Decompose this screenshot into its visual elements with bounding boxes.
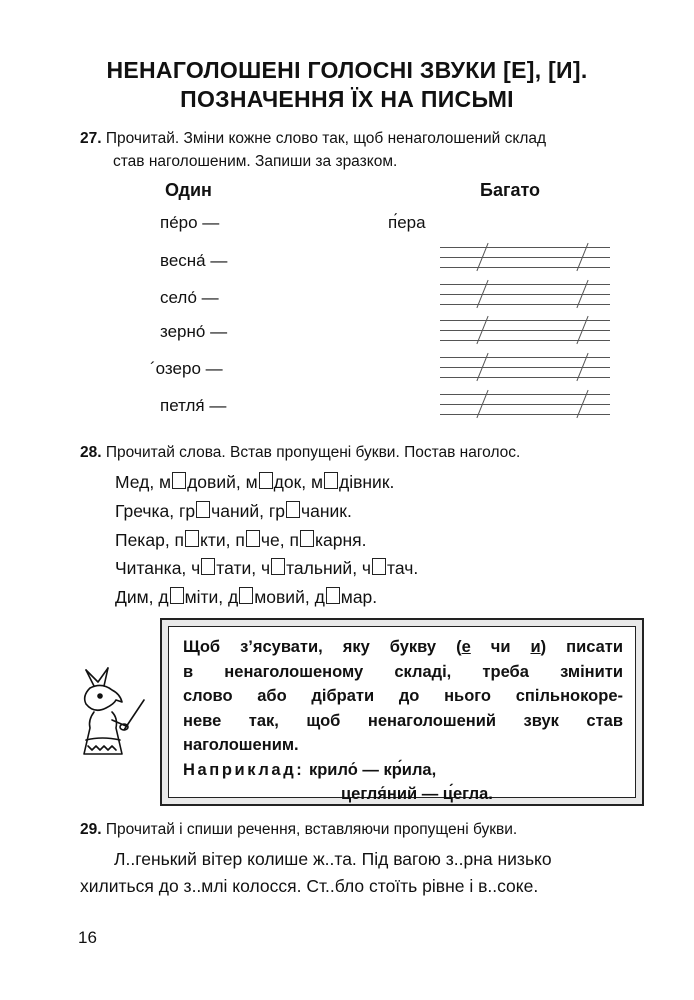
exercise-number: 28. (80, 444, 102, 461)
letter-box[interactable] (324, 472, 338, 489)
writing-line[interactable] (440, 243, 610, 271)
exercise-number: 29. (80, 821, 102, 838)
exercise-27-instruction: 27. Прочитай. Зміни кожне слово так, щоб ненаголошений склад став наголошеним. Запиши за зразком. (80, 130, 547, 170)
example-label: Наприклад: (183, 760, 305, 779)
writing-line[interactable] (440, 390, 610, 418)
word-item: село́ — (160, 288, 219, 307)
writing-line[interactable] (440, 316, 610, 344)
letter-box[interactable] (326, 587, 340, 604)
sample-answer: п́ера (388, 213, 426, 232)
letter-box[interactable] (259, 472, 273, 489)
page-number: 16 (78, 928, 97, 947)
exercise-number: 27. (80, 130, 102, 147)
rule-text: Щоб з’ясувати, яку букву (е чи и) писати в ненаголошеному складі, треба змінити слово або дібрати до нього спільнокоре- неве так, щоб ненаголошений звук став наголошеним. Наприклад: крило́ — кр́ила, цегля́ний — ц́егла. (168, 626, 636, 798)
word-item: весна́ — (160, 251, 228, 270)
exercise-29-text: Л..генький вітер колише ж..та. Під вагою з..рна низько хилиться до з..млі колосся. Ст..бло стоїть рівне і в..соке. (80, 849, 552, 896)
page-title-line-1: НЕНАГОЛОШЕНІ ГОЛОСНІ ЗВУКИ [Е], [И]. (106, 57, 588, 83)
letter-box[interactable] (271, 558, 285, 575)
fox-teacher-illustration (72, 660, 152, 760)
letter-box[interactable] (372, 558, 386, 575)
rule-box (160, 618, 644, 806)
letter-box[interactable] (185, 530, 199, 547)
letter-box[interactable] (286, 501, 300, 518)
exercise-29-instruction: 29. Прочитай і спиши речення, вставляючи пропущені букви. (80, 821, 518, 838)
fill-in-line: Мед, м довий, м док, м дівник. (115, 472, 395, 492)
writing-line[interactable] (440, 353, 610, 381)
letter-box[interactable] (172, 472, 186, 489)
letter-box[interactable] (196, 501, 210, 518)
fill-in-line: Читанка, ч тати, ч тальний, ч тач. (115, 558, 419, 578)
fill-in-line: Пекар, п кти, п че, п карня. (115, 530, 367, 550)
page-title-line-2: ПОЗНАЧЕННЯ ЇХ НА ПИСЬМІ (180, 86, 514, 112)
word-item: ´озеро — (150, 359, 223, 378)
letter-box[interactable] (300, 530, 314, 547)
letter-box[interactable] (239, 587, 253, 604)
word-item: петля́ — (160, 396, 227, 415)
letter-box[interactable] (170, 587, 184, 604)
letter-box[interactable] (246, 530, 260, 547)
column-header-one: Один (165, 180, 212, 200)
word-item: зерно́ — (160, 322, 228, 341)
writing-line[interactable] (440, 280, 610, 308)
column-header-many: Багато (480, 180, 541, 200)
fill-in-line: Дим, д міти, д мовий, д мар. (115, 587, 378, 607)
exercise-28-instruction: 28. Прочитай слова. Встав пропущені букви. Постав наголос. (80, 444, 521, 461)
letter-box[interactable] (201, 558, 215, 575)
fill-in-line: Гречка, гр чаний, гр чаник. (115, 501, 352, 521)
word-item: пе́ро — (160, 213, 220, 232)
